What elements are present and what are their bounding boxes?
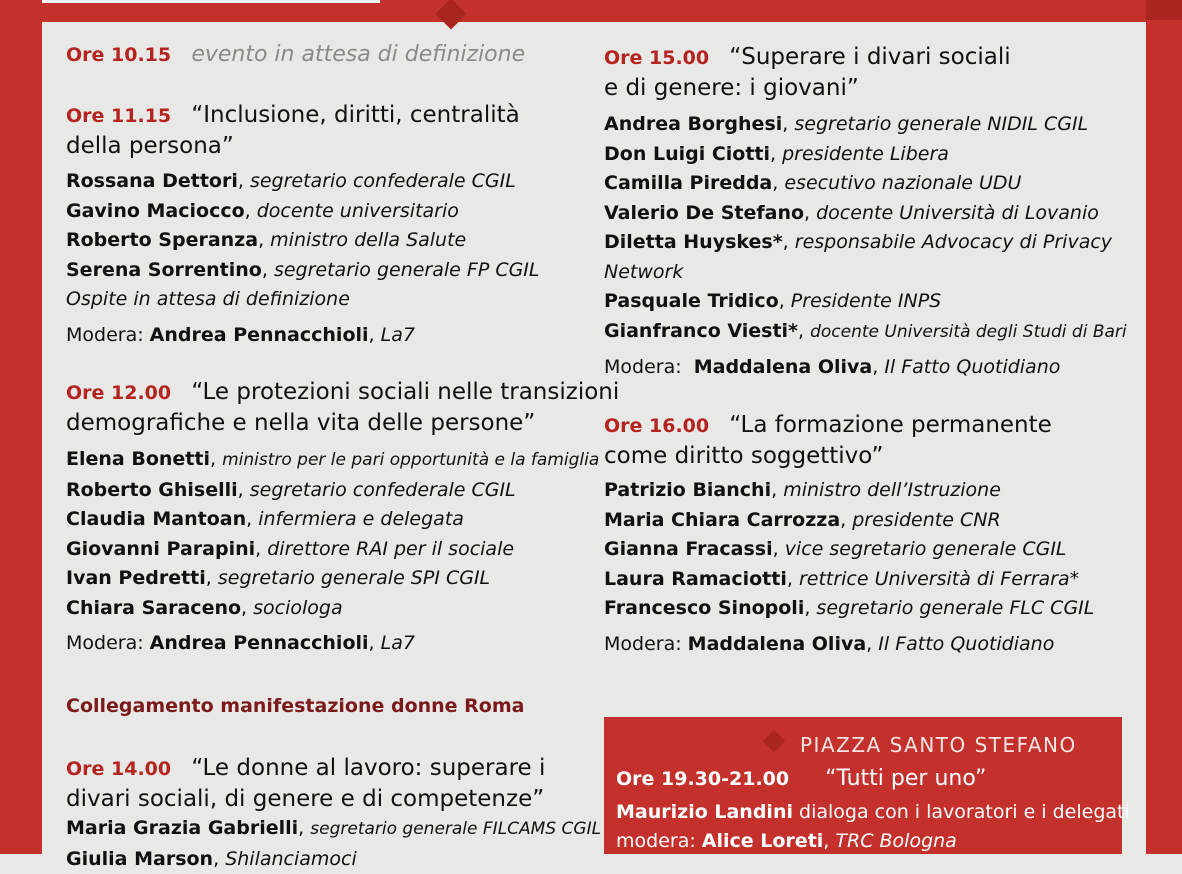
session-note: evento in attesa di definizione bbox=[191, 42, 526, 67]
session-time: Ore 16.00 bbox=[604, 415, 710, 437]
session-title: “La formazione permanente bbox=[729, 412, 1052, 438]
session-1400-heading bbox=[66, 753, 545, 784]
speaker-row: Camilla Piredda, esecutivo nazionale UDU bbox=[604, 172, 1022, 194]
speaker-row: Maria Grazia Gabrielli, segretario generale FILCAMS CGIL bbox=[66, 817, 602, 839]
speaker-row: Rossana Dettori, segretario confederale CGIL bbox=[66, 170, 516, 192]
speaker-row-cont: Network bbox=[604, 260, 684, 283]
speaker-row: Roberto Speranza, ministro della Salute bbox=[66, 229, 467, 251]
session-title: “Superare i divari sociali bbox=[729, 44, 1011, 70]
moderator: Modera: Andrea Pennacchioli, La7 bbox=[66, 632, 415, 654]
session-1115-heading bbox=[66, 100, 520, 131]
speaker-row: Serena Sorrentino, segretario generale FP CGIL bbox=[66, 258, 540, 281]
speaker-row: Giovanni Parapini, direttore RAI per il sociale bbox=[66, 537, 515, 560]
moderator: Modera: Andrea Pennacchioli, La7 bbox=[66, 323, 415, 346]
top-right-dark-block bbox=[1146, 0, 1182, 20]
session-1400-people bbox=[66, 814, 602, 870]
session-time: Ore 10.15 bbox=[66, 44, 172, 66]
session-title-cont: come diritto soggettivo” bbox=[604, 443, 884, 469]
session-title-cont: demografiche e nella vita delle persone” bbox=[66, 410, 536, 436]
session-time: Ore 11.15 bbox=[66, 105, 172, 127]
session-1600-people bbox=[604, 476, 1094, 658]
session-time: Ore 12.00 bbox=[66, 382, 172, 404]
session-title-cont: della persona” bbox=[66, 133, 234, 159]
session-1500-people bbox=[604, 110, 1127, 381]
session-title-cont: divari sociali, di genere e di competenze” bbox=[66, 786, 545, 812]
speaker-row: Don Luigi Ciotti, presidente Libera bbox=[604, 142, 949, 165]
live-link-title: Collegamento manifestazione donne Roma bbox=[66, 695, 525, 717]
moderator: Modera: Maddalena Oliva, Il Fatto Quotidiano bbox=[604, 356, 1061, 378]
right-red-frame bbox=[1146, 0, 1182, 854]
session-title: “Le donne al lavoro: superare i bbox=[191, 755, 546, 781]
speaker-row: Maria Chiara Carrozza, presidente CNR bbox=[604, 508, 1001, 531]
speaker-row: Patrizio Bianchi, ministro dell’Istruzione bbox=[604, 479, 1001, 501]
guest-tbd: Ospite in attesa di definizione bbox=[66, 288, 350, 310]
speaker-row: Gianna Fracassi, vice segretario generale CGIL bbox=[604, 538, 1067, 560]
speaker-row: Ivan Pedretti, segretario generale SPI CGIL bbox=[66, 567, 491, 589]
session-1200-people bbox=[66, 445, 599, 657]
piazza-label: PIAZZA SANTO STEFANO bbox=[800, 733, 1077, 757]
speaker-row: Elena Bonetti, ministro per le pari opportunità e la famiglia bbox=[66, 448, 600, 470]
speaker-row: Laura Ramaciotti, rettrice Università di Ferrara* bbox=[604, 567, 1080, 590]
session-1600-heading bbox=[604, 410, 1052, 441]
session-1200-heading bbox=[66, 377, 619, 408]
session-1115-people bbox=[66, 167, 540, 349]
top-red-frame bbox=[0, 0, 1182, 22]
speaker-row: Giulia Marson, Shilanciamoci bbox=[66, 847, 357, 870]
speaker-row: Chiara Saraceno, sociologa bbox=[66, 596, 343, 619]
speaker-row: Gianfranco Viesti*, docente Università degli Studi di Bari bbox=[604, 319, 1127, 342]
piazza-time: Ore 19.30-21.00 bbox=[616, 768, 790, 790]
session-title: “Le protezioni sociali nelle transizioni bbox=[191, 379, 620, 405]
session-1015 bbox=[66, 42, 525, 67]
speaker-row: Claudia Mantoan, infermiera e delegata bbox=[66, 508, 464, 530]
session-time: Ore 15.00 bbox=[604, 47, 710, 69]
session-title: “Inclusione, diritti, centralità bbox=[191, 102, 520, 128]
piazza-moderator: modera: Alice Loreti, TRC Bologna bbox=[616, 830, 957, 852]
session-time: Ore 14.00 bbox=[66, 758, 172, 780]
piazza-title: “Tutti per uno” bbox=[825, 766, 987, 791]
speaker-row: Francesco Sinopoli, segretario generale FLC CGIL bbox=[604, 597, 1095, 619]
left-red-frame bbox=[0, 0, 42, 854]
speaker-row: Pasquale Tridico, Presidente INPS bbox=[604, 290, 942, 312]
speaker-row: Roberto Ghiselli, segretario confederale CGIL bbox=[66, 478, 516, 501]
speaker-row: Valerio De Stefano, docente Università di Lovanio bbox=[604, 201, 1099, 224]
session-title-cont: e di genere: i giovani” bbox=[604, 75, 859, 101]
speaker-row: Diletta Huyskes*, responsabile Advocacy di Privacy bbox=[604, 231, 1113, 253]
moderator: Modera: Maddalena Oliva, Il Fatto Quotidiano bbox=[604, 632, 1055, 655]
piazza-description: Maurizio Landini dialoga con i lavoratori e i delegati bbox=[616, 801, 1130, 823]
piazza-session-heading bbox=[616, 766, 986, 791]
top-white-box bbox=[42, 0, 380, 3]
speaker-row: Andrea Borghesi, segretario generale NIDIL CGIL bbox=[604, 113, 1089, 135]
session-1500-heading bbox=[604, 42, 1011, 73]
speaker-row: Gavino Maciocco, docente universitario bbox=[66, 199, 459, 222]
